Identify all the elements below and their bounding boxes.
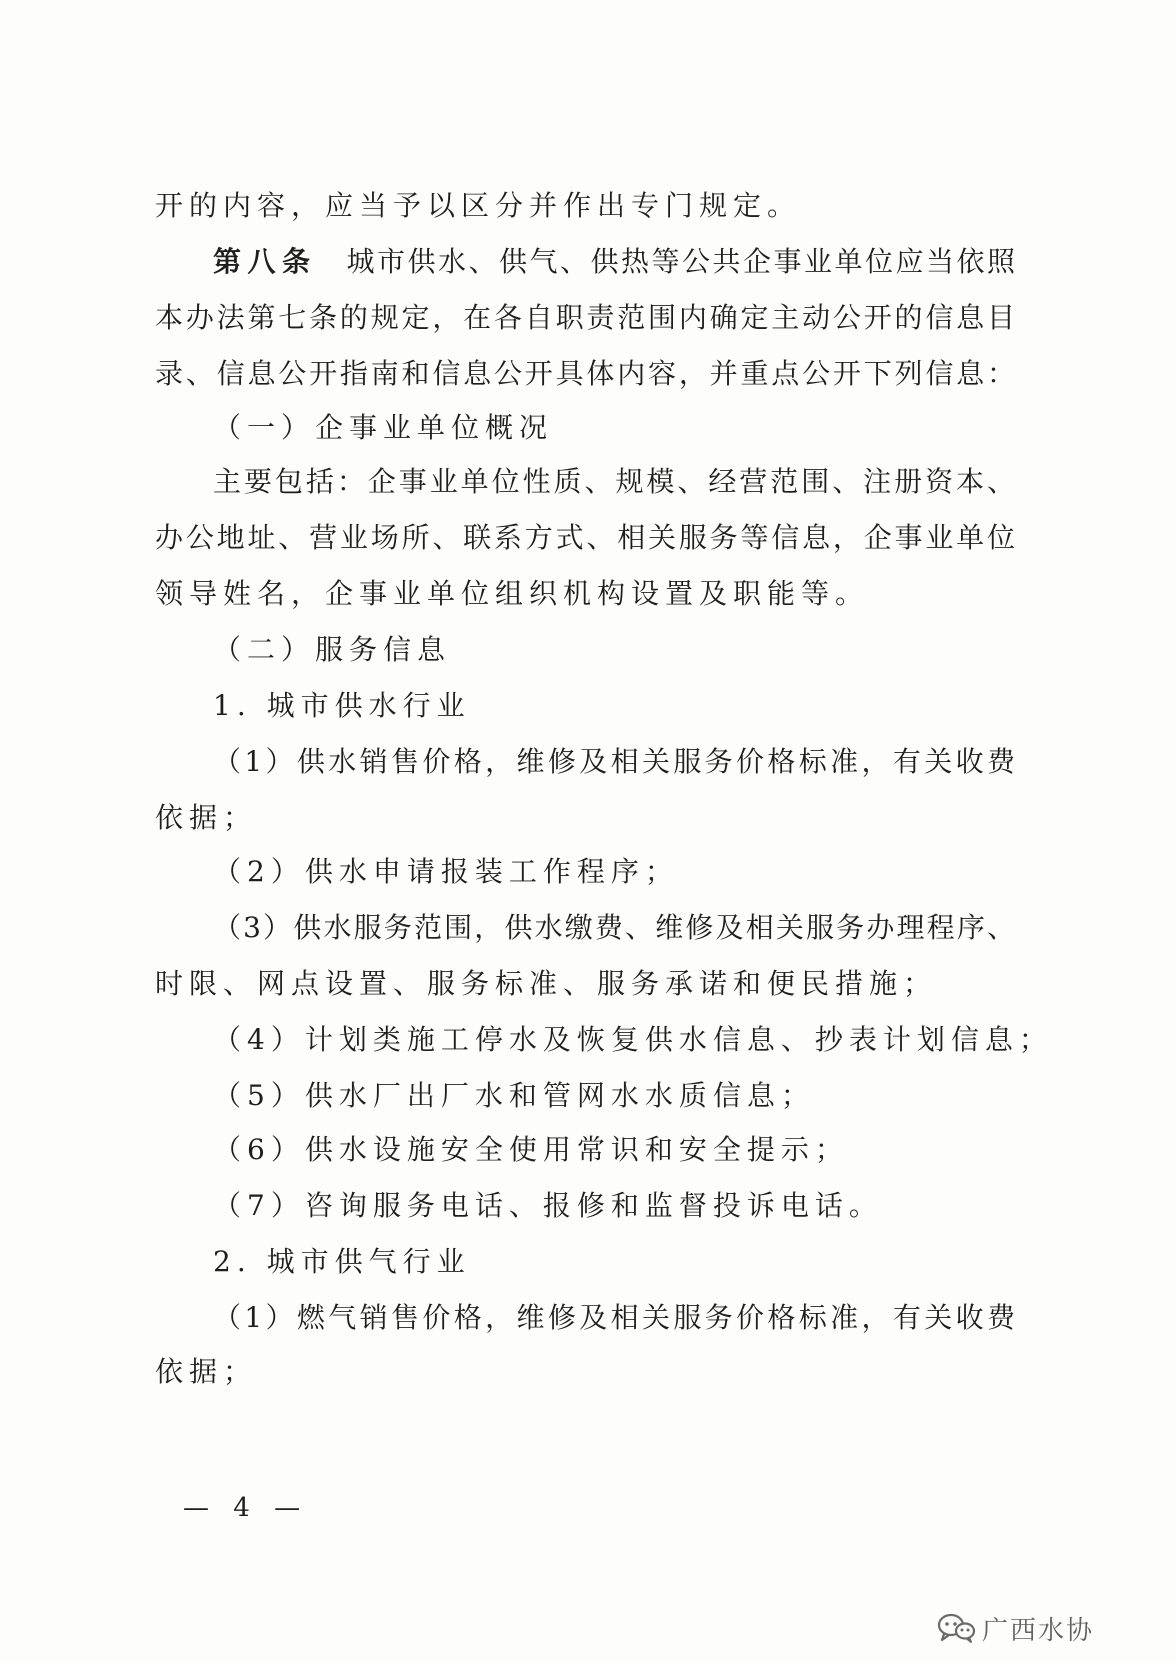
text-line: 依据； <box>155 1355 258 1388</box>
list-item: （1）燃气销售价格，维修及相关服务价格标准，有关收费 <box>213 1301 1015 1334</box>
list-item: （4）计划类施工停水及恢复供水信息、抄表计划信息； <box>213 1023 1053 1056</box>
text-line: 领导姓名，企事业单位组织机构设置及职能等。 <box>155 577 870 610</box>
subsection-heading: 2. 城市供气行业 <box>213 1245 471 1278</box>
list-item: （2）供水申请报装工作程序； <box>213 855 679 888</box>
list-item: （3）供水服务范围，供水缴费、维修及相关服务办理程序、 <box>213 911 1015 944</box>
text-line: 录、信息公开指南和信息公开具体内容，并重点公开下列信息： <box>155 357 1015 390</box>
text-line: 主要包括：企事业单位性质、规模、经营范围、注册资本、 <box>213 465 1015 498</box>
text-line: 办公地址、营业场所、联系方式、相关服务等信息，企事业单位 <box>155 521 1015 554</box>
list-item: （6）供水设施安全使用常识和安全提示； <box>213 1133 849 1166</box>
wechat-official-account-icon <box>936 1612 976 1644</box>
article-heading-line <box>213 244 1015 280</box>
list-item: （1）供水销售价格，维修及相关服务价格标准，有关收费 <box>213 745 1015 778</box>
section-heading: （二）服务信息 <box>213 633 452 666</box>
section-heading: （一）企事业单位概况 <box>213 411 554 444</box>
article-title: 第八条 <box>213 245 317 278</box>
list-item: （7）咨询服务电话、报修和监督投诉电话。 <box>213 1189 883 1222</box>
text-line: 时限、网点设置、服务标准、服务承诺和便民措施； <box>155 967 938 1000</box>
text-line: 本办法第七条的规定，在各自职责范围内确定主动公开的信息目 <box>155 301 1015 334</box>
subsection-heading: 1. 城市供水行业 <box>213 689 471 722</box>
text-line: 依据； <box>155 801 258 834</box>
text-line: 开的内容，应当予以区分并作出专门规定。 <box>155 189 802 222</box>
page-number: — 4 — <box>183 1493 309 1523</box>
text-line: 城市供水、供气、供热等公共企事业单位应当依照 <box>346 245 1015 278</box>
list-item: （5）供水厂出厂水和管网水水质信息； <box>213 1079 815 1112</box>
watermark <box>936 1606 1094 1650</box>
watermark-text: 广西水协 <box>982 1615 1095 1646</box>
